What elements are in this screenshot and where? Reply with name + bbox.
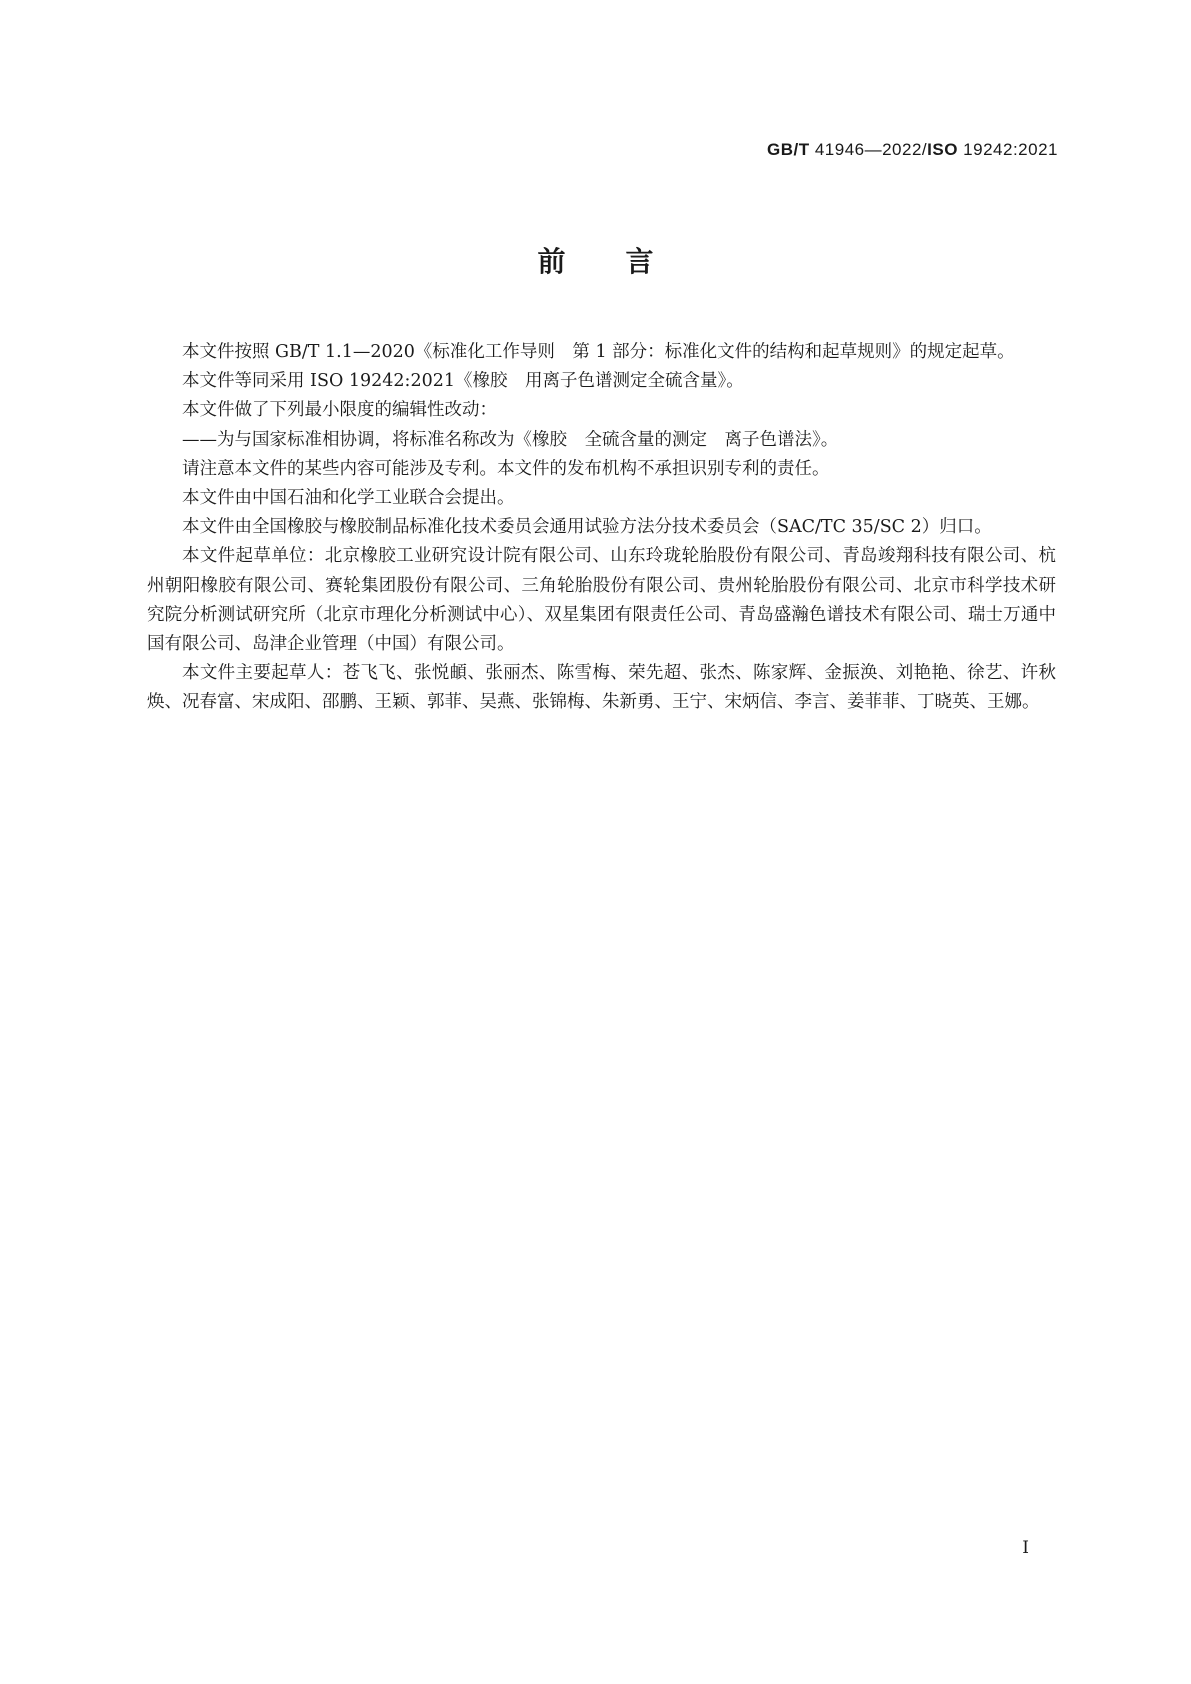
paragraph-drafting-units: 本文件起草单位：北京橡胶工业研究设计院有限公司、山东玲珑轮胎股份有限公司、青岛竣翔科技有限公司、杭州朝阳橡胶有限公司、赛轮集团股份有限公司、三角轮胎股份有限公司、贵州轮胎股份有限公司、北京市科学技术研究院分析测试研究所（北京市理化分析测试中心）、双星集团有限责任公司、青岛盛瀚色谱技术有限公司、瑞士万通中国有限公司、岛津企业管理（中国）有限公司。 xyxy=(147,546,1056,655)
paragraph-adoption: 本文件等同采用 ISO 19242:2021《橡胶 用离子色谱测定全硫含量》。 xyxy=(182,371,744,392)
paragraph-name-change: ——为与国家标准相协调，将标准名称改为《橡胶 全硫含量的测定 离子色谱法》。 xyxy=(182,429,839,450)
paragraph-committee: 本文件由全国橡胶与橡胶制品标准化技术委员会通用试验方法分技术委员会（SAC/TC 35/SC 2）归口。 xyxy=(182,517,992,538)
page-title: 前言 xyxy=(537,245,714,278)
standard-code-iso-number: 19242:2021 xyxy=(957,140,1058,159)
paragraph-proposer: 本文件由中国石油和化学工业联合会提出。 xyxy=(182,488,515,509)
paragraph-drafting-rules: 本文件按照 GB/T 1.1—2020《标准化工作导则 第 1 部分：标准化文件的结构和起草规则》的规定起草。 xyxy=(182,342,1015,362)
paragraph-editorial-changes: 本文件做了下列最小限度的编辑性改动： xyxy=(182,400,497,421)
standard-code-iso: ISO xyxy=(927,140,958,159)
standard-code-number: 41946—2022/ xyxy=(809,140,928,159)
standard-code-prefix: GB/T xyxy=(767,140,810,159)
standard-code xyxy=(767,140,1058,160)
foreword-body xyxy=(147,338,1056,718)
page-number: I xyxy=(1022,1538,1029,1558)
paragraph-patent-notice: 请注意本文件的某些内容可能涉及专利。本文件的发布机构不承担识别专利的责任。 xyxy=(182,458,830,479)
paragraph-drafters: 本文件主要起草人：苍飞飞、张悦頔、张丽杰、陈雪梅、荣先超、张杰、陈家辉、金振涣、刘艳艳、徐艺、许秋焕、况春富、宋成阳、邵鹏、王颖、郭菲、吴燕、张锦梅、朱新勇、王宁、宋炳信、李言、姜菲菲、丁晓英、王娜。 xyxy=(147,663,1056,713)
